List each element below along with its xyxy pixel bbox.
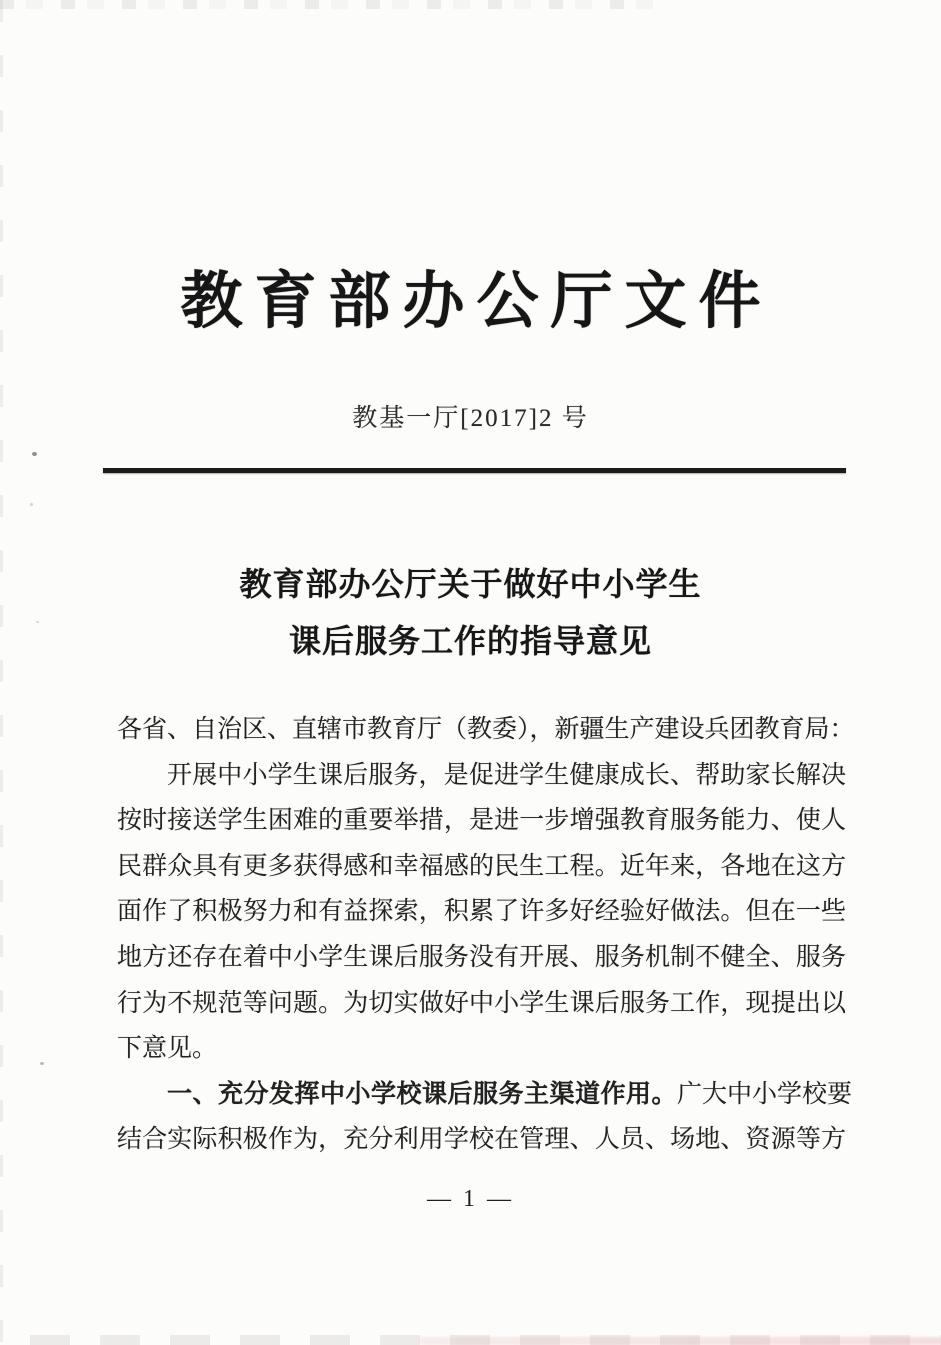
body-line: 民群众具有更多获得感和幸福感的民生工程。近年来，各地在这方	[117, 852, 846, 880]
doc-number: 教基一厅[2017]2 号	[352, 405, 589, 432]
letterhead-agency-title: 教育部办公厅文件	[180, 268, 773, 336]
document-title-line-2: 课后服务工作的指导意见	[288, 623, 652, 659]
scan-speck	[40, 1062, 44, 1065]
document-title-line-1: 教育部办公厅关于做好中小学生	[239, 566, 702, 602]
body-line: 下意见。	[117, 1035, 218, 1063]
body-line-section-1	[117, 1072, 853, 1118]
section-1-text: 广大中小学校要	[677, 1080, 853, 1108]
section-1-heading: 一、充分发挥中小学校课后服务主渠道作用。	[167, 1079, 678, 1108]
salutation-line: 各省、自治区、直辖市教育厅（教委），新疆生产建设兵团教育局：	[117, 716, 855, 743]
page-number: — 1 —	[427, 1186, 514, 1212]
scan-artifact-bottom-pink-blur	[420, 1337, 941, 1345]
body-line: 面作了积极努力和有益探索，积累了许多好经验好做法。但在一些	[117, 898, 846, 926]
body-line: 按时接送学生困难的重要举措，是进一步增强教育服务能力、使人	[117, 807, 846, 835]
body-line: 行为不规范等问题。为切实做好中小学生课后服务工作，现提出以	[117, 989, 846, 1017]
body-line: 开展中小学生课后服务，是促进学生健康成长、帮助家长解决	[167, 761, 846, 789]
document-title	[0, 556, 941, 670]
document-body	[117, 707, 855, 1163]
scan-artifact-left-edge	[0, 0, 3, 1345]
scan-artifact-top-edge	[0, 0, 665, 9]
scan-speck	[30, 503, 33, 506]
scan-speck	[32, 452, 37, 456]
body-line: 结合实际积极作为，充分利用学校在管理、人员、场地、资源等方	[117, 1126, 846, 1154]
body-line: 地方还存在着中小学生课后服务没有开展、服务机制不健全、服务	[117, 943, 846, 971]
letterhead-separator-rule	[103, 468, 846, 473]
